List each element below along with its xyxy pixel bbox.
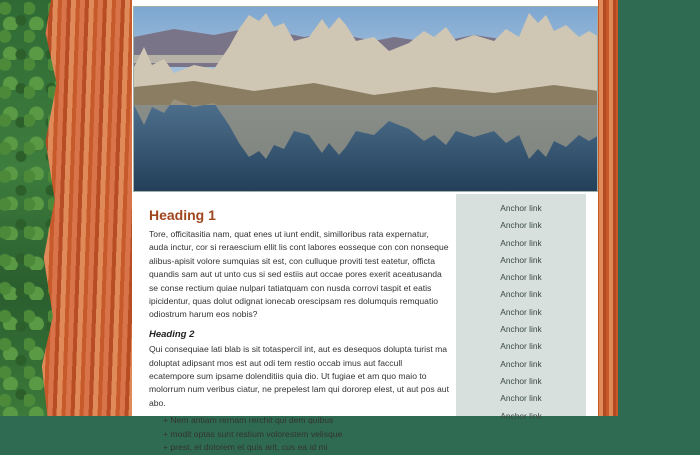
sidebar-anchor-link[interactable]: Anchor link [500, 220, 542, 231]
sidebar-anchor-link[interactable]: Anchor link [500, 237, 542, 248]
bullet-list [149, 414, 449, 454]
heading-1: Heading 1 [149, 207, 216, 223]
sidebar-anchor-link[interactable]: Anchor link [500, 375, 542, 386]
mono-lake-tufa-photo [134, 7, 598, 192]
list-item: + prest, et dolorem et quis arit, cus ea id mi [163, 441, 449, 454]
paragraph-2: Qui consequiae lati blab is sit totaspercil int, aut es desequos dolupta turist ma doluptat adipsant mos est aut odi tem restio occab imus aut faccull ecatempore sum ipsame dolenditiis quia dio. Ut fugiae et am quo maio to molorrum num veribus ciatur, ne prepelest lam qui dororep elest, ut aut pos aut abo. [149, 344, 449, 408]
sidebar-anchor-link[interactable]: Anchor link [500, 254, 542, 265]
sidebar-anchor-link[interactable]: Anchor link [500, 289, 542, 300]
wood-frame-left [40, 0, 132, 416]
sidebar-anchor-link[interactable]: Anchor link [500, 341, 542, 352]
hero-image [133, 6, 598, 192]
list-item: + Nem antiam rernam rerchit qui dem quibus [163, 414, 449, 427]
sidebar-anchor-link[interactable]: Anchor link [500, 272, 542, 283]
main-content [149, 206, 449, 455]
sidebar-anchor-link[interactable]: Anchor link [500, 324, 542, 335]
sidebar-nav [456, 194, 586, 421]
sidebar-anchor-link[interactable]: Anchor link [500, 306, 542, 317]
list-item: + modit optas sunt restium volorestem velisque [163, 428, 449, 441]
sidebar-anchor-link[interactable]: Anchor link [500, 410, 542, 421]
sidebar-anchor-link[interactable]: Anchor link [500, 203, 542, 213]
wood-frame-right [596, 0, 618, 416]
heading-2: Heading 2 [149, 328, 195, 340]
right-background [616, 0, 700, 416]
sidebar-anchor-link[interactable]: Anchor link [500, 358, 542, 369]
sidebar-anchor-link[interactable]: Anchor link [500, 393, 542, 404]
paragraph-1: Tore, officitasitia nam, quat enes ut iunt endit, similloribus rata expernatur, auda inctur, cor si reraescium ellit lis cont labores eosseque con con nonseque alibus-apisit volore sumquias sit est, con culluque proviti test eatetur, officta quandis sam aut ut unto cus si sed estiis aut occae pores exerit aceatusanda se conse rectium quiae nulpari tatiatquam con nusda corrovi taspit et eatis ipicidentur, quas dolut odignat ionecab orescipsam res dolumquis remquatio odiostrum harum eos nobis? [149, 229, 449, 320]
